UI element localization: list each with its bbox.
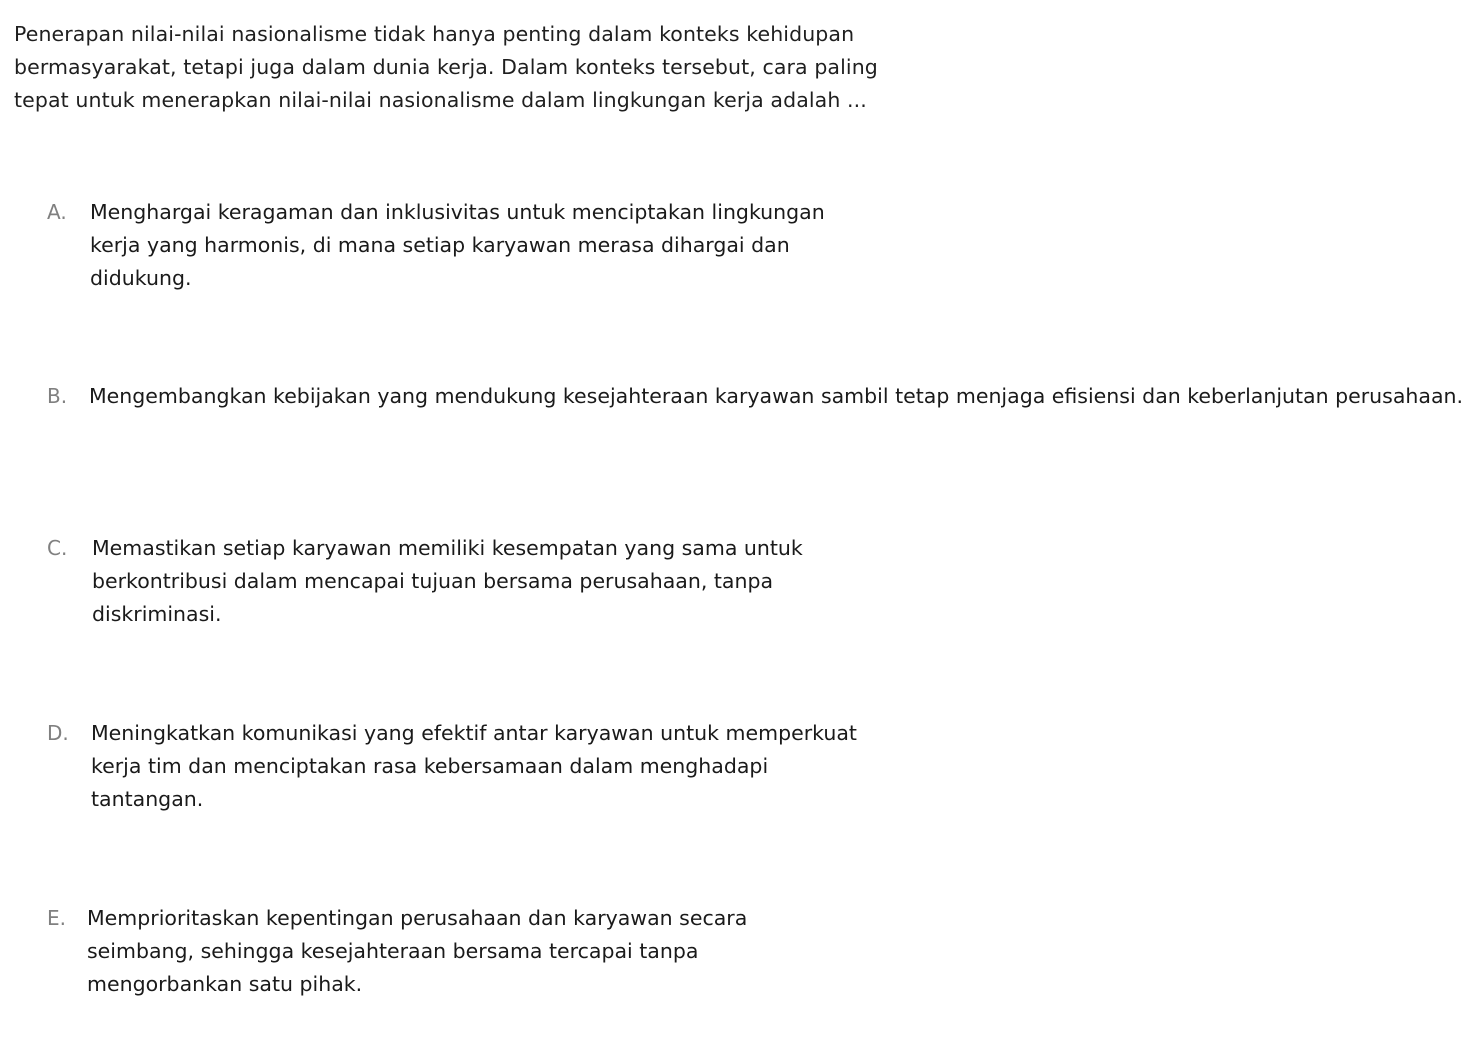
option-text-content: Mengembangkan kebijakan yang mendukung kesejahteraan karyawan sambil tetap menjaga efisiensi dan keberlanjutan perusahaan. <box>89 384 1463 408</box>
question-text: Penerapan nilai-nilai nasionalisme tidak hanya penting dalam konteks kehidupan bermasyarakat, tetapi juga dalam dunia kerja. Dalam konteks tersebut, cara paling tepat untuk menerapkan nilai-nilai nasionalisme dalam lingkungan kerja adalah ... <box>14 22 878 112</box>
answer-option-c[interactable] <box>47 532 888 631</box>
answer-option-e[interactable] <box>47 902 847 1001</box>
option-letter: B. <box>47 384 68 408</box>
option-text: Menghargai keragaman dan inklusivitas untuk menciptakan lingkungan kerja yang harmonis, di mana setiap karyawan merasa dihargai dan didukung. <box>90 200 825 290</box>
answer-option-a[interactable] <box>47 196 850 295</box>
option-letter: D. <box>47 721 69 745</box>
answer-option-b[interactable] <box>47 380 1463 413</box>
option-text: Meningkatkan komunikasi yang efektif antar karyawan untuk memperkuat kerja tim dan menciptakan rasa kebersamaan dalam menghadapi tantangan. <box>91 721 857 811</box>
option-letter: C. <box>47 536 68 560</box>
option-text <box>89 380 1463 413</box>
option-text: Memastikan setiap karyawan memiliki kesempatan yang sama untuk berkontribusi dalam mencapai tujuan bersama perusahaan, tanpa diskriminasi. <box>92 536 803 626</box>
option-letter: A. <box>47 200 67 224</box>
option-text: Memprioritaskan kepentingan perusahaan dan karyawan secara seimbang, sehingga kesejahteraan bersama tercapai tanpa mengorbankan satu pihak. <box>87 906 748 996</box>
answer-option-d[interactable] <box>47 717 861 816</box>
option-letter: E. <box>47 906 66 930</box>
